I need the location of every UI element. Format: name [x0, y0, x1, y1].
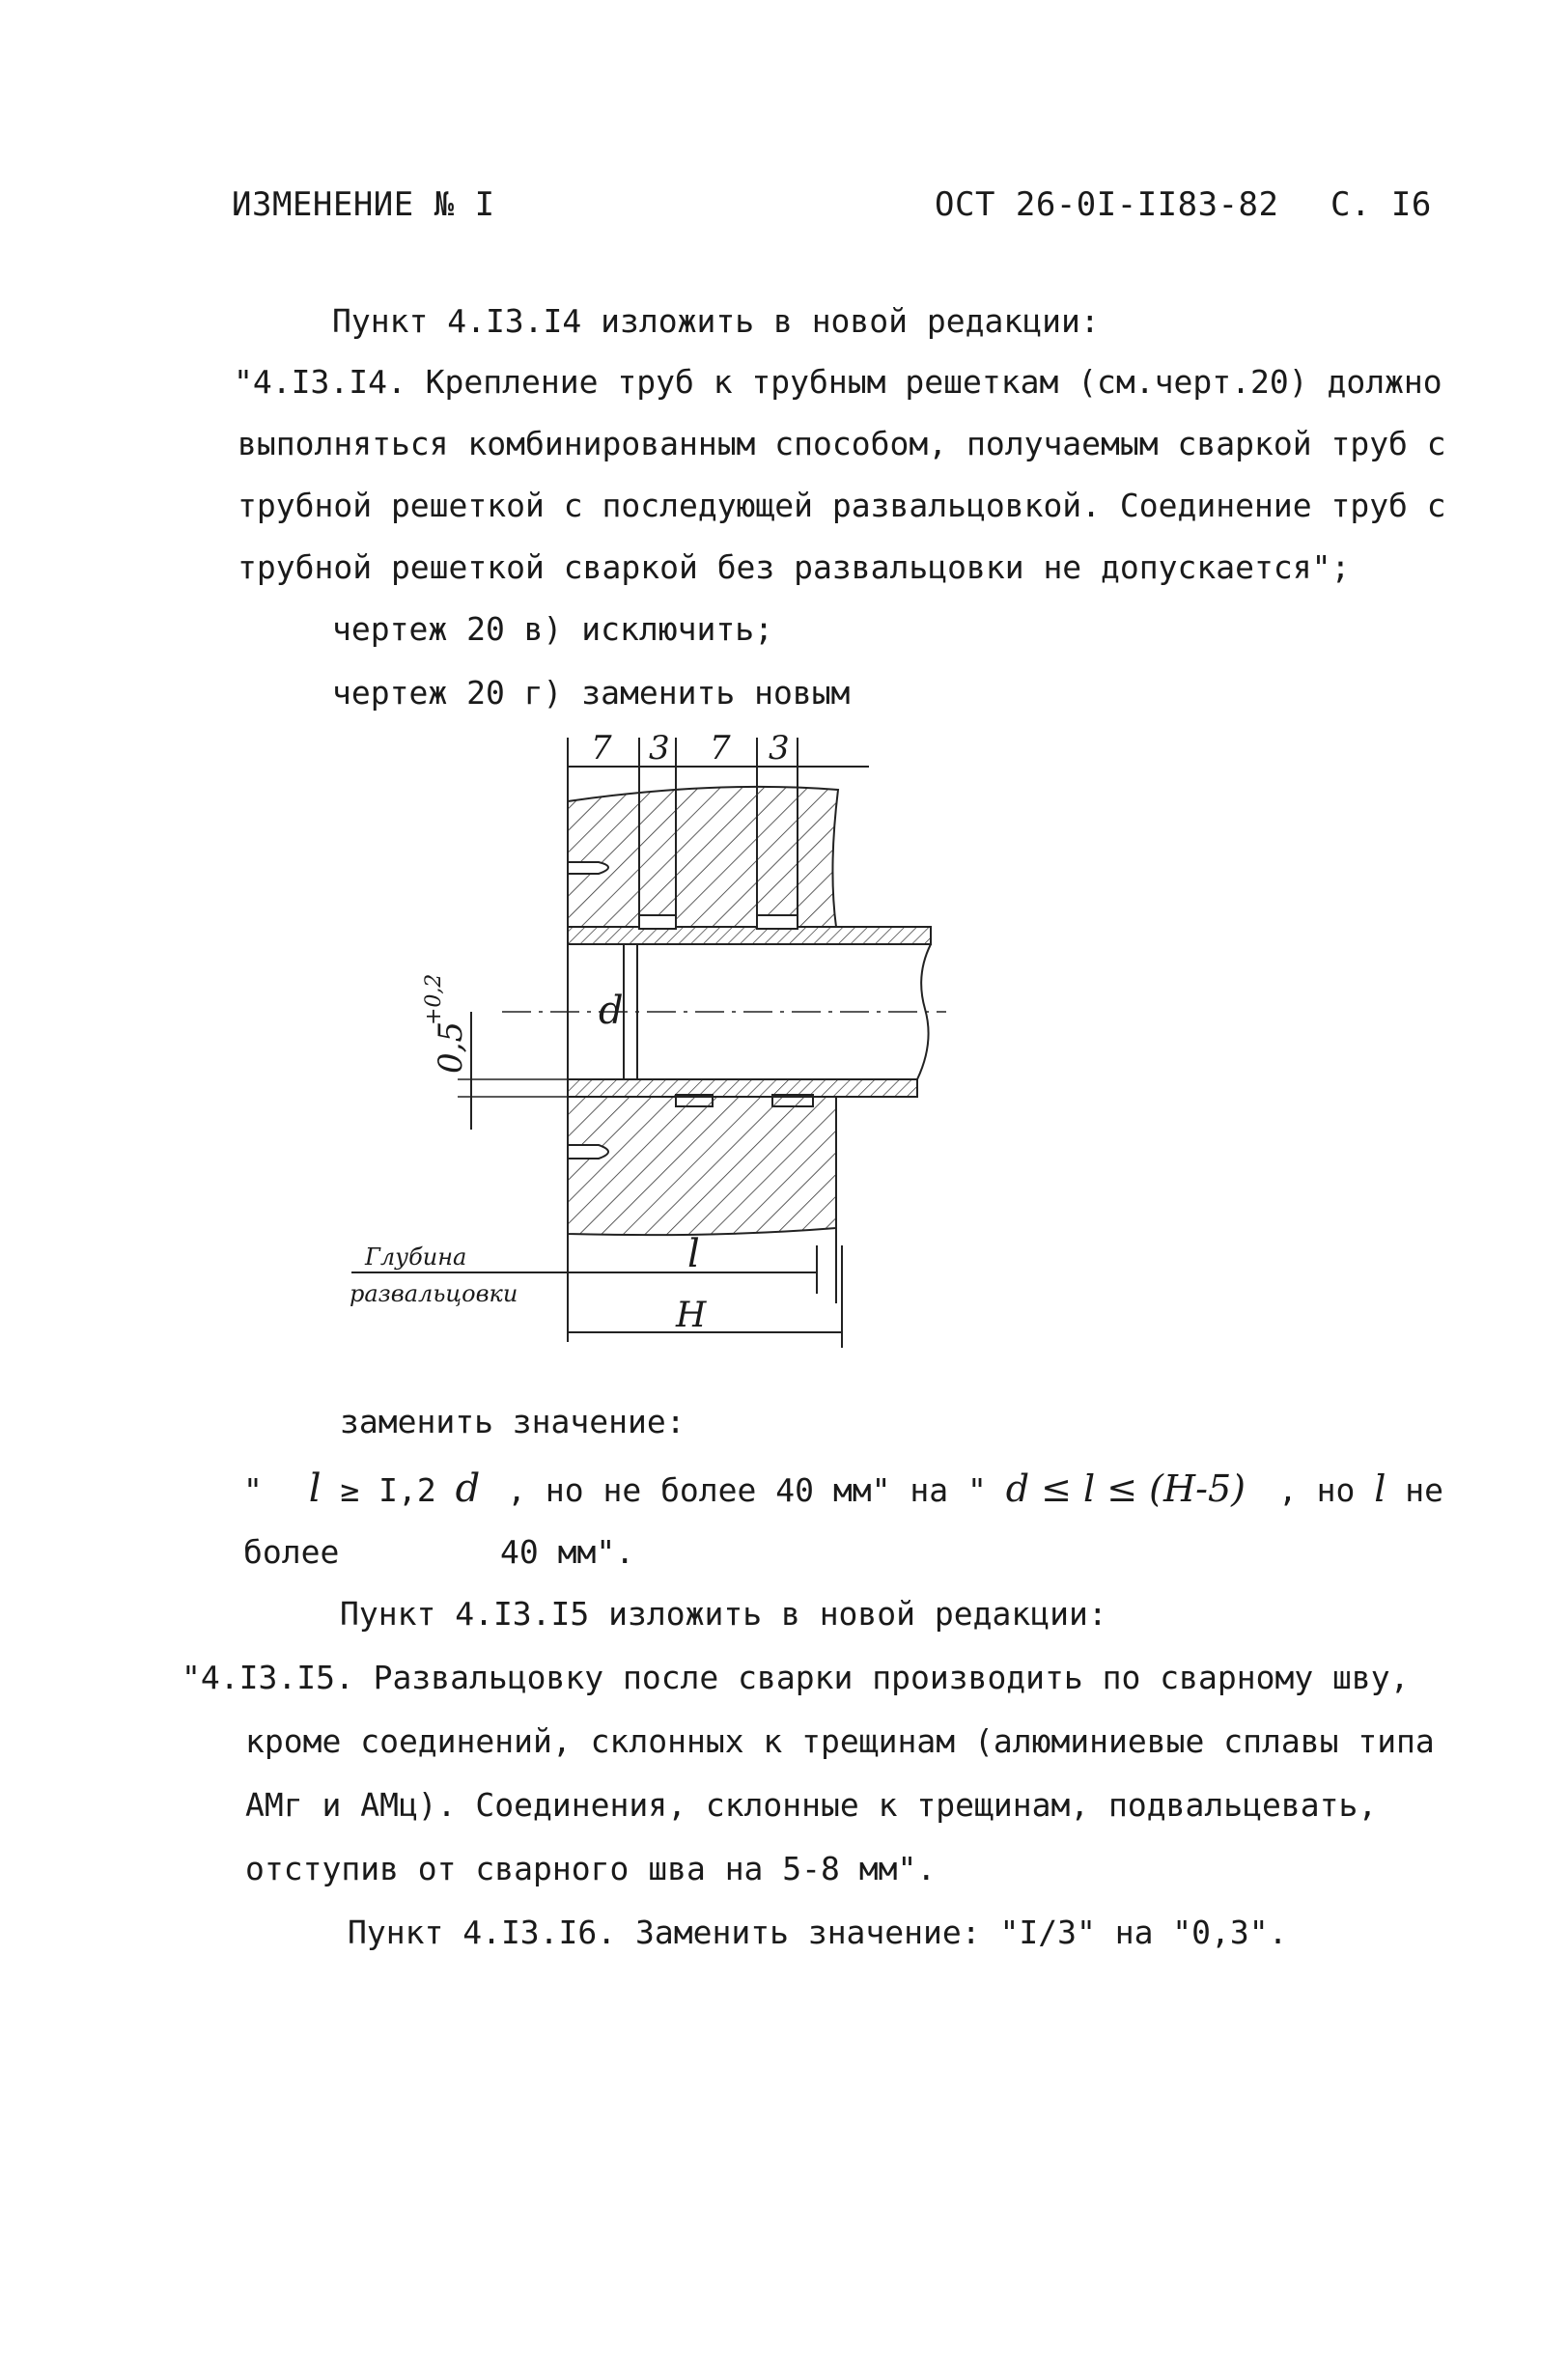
formula-line-2-word: более — [243, 1533, 340, 1571]
quote-line: трубной решеткой с последующей развальцовкой. Соединение труб с — [238, 487, 1446, 524]
dim-gap: 0,5 — [432, 1020, 470, 1074]
dim-gap-tolerance: +0,2 — [422, 973, 446, 1025]
clause-4-13-15-intro: Пункт 4.I3.I5 изложить в новой редакции: — [340, 1595, 1107, 1633]
quote-line: "4.I3.I4. Крепление труб к трубным решеткам (см.черт.20) должно — [234, 363, 1442, 401]
quote-line: отступив от сварного шва на 5-8 мм". — [245, 1850, 937, 1887]
dim-top-3: 7 — [710, 729, 731, 768]
quote-line: АМг и АМц). Соединения, склонные к трещинам, подвальцевать, — [245, 1786, 1378, 1824]
quote-line: трубной решеткой сваркой без развальцовки не допускается"; — [238, 548, 1351, 586]
label-depth-2: развальцовки — [350, 1280, 518, 1307]
quote-line: "4.I3.I5. Развальцовку после сварки производить по сварному шву, — [182, 1659, 1410, 1696]
page-number: С. I6 — [1330, 185, 1432, 224]
formula-old-rest: , но не более 40 мм" на " — [507, 1471, 987, 1509]
formula-old-d: d — [455, 1467, 481, 1511]
label-depth-1: Глубина — [365, 1243, 467, 1271]
formula-old-ge: ≥ I,2 — [340, 1471, 436, 1509]
replace-value-intro: заменить значение: — [340, 1403, 686, 1440]
dim-l: l — [687, 1232, 700, 1276]
replace-drawing-line: чертеж 20 г) заменить новым — [332, 674, 851, 712]
exclude-drawing-line: чертеж 20 в) исключить; — [332, 610, 773, 648]
dim-top-4: 3 — [769, 729, 790, 768]
formula-l2: l — [1374, 1467, 1386, 1510]
dim-top-1: 7 — [591, 729, 612, 768]
quote-line: выполняться комбинированным способом, получаемым сваркой труб с — [238, 425, 1446, 462]
dim-d: d — [599, 989, 624, 1033]
clause-4-13-14-intro: Пункт 4.I3.I4 изложить в новой редакции: — [332, 302, 1100, 340]
clause-4-13-16: Пункт 4.I3.I6. Заменить значение: "I/3" на "0,3". — [348, 1914, 1288, 1951]
formula-line-2-value: 40 мм". — [500, 1533, 635, 1571]
change-number: ИЗМЕНЕНИЕ № I — [232, 185, 495, 224]
formula-new: d ≤ l ≤ (H-5) — [1005, 1467, 1246, 1510]
upper-tube-wall — [568, 927, 931, 944]
quote-line: кроме соединений, склонных к трещинам (алюминиевые сплавы типа — [245, 1722, 1435, 1760]
formula-old-l: l — [308, 1467, 322, 1511]
document-code: ОСТ 26-0I-II83-82 — [935, 185, 1279, 224]
lower-tube-wall — [568, 1079, 917, 1097]
lower-tube-sheet — [568, 1097, 836, 1235]
dim-top-2: 3 — [649, 729, 670, 768]
formula-open-quote: " — [243, 1471, 263, 1509]
dim-H: H — [676, 1296, 707, 1335]
formula-tail: , но — [1277, 1471, 1356, 1509]
formula-tail2: не — [1405, 1471, 1443, 1509]
formula-line — [243, 1469, 1443, 1510]
